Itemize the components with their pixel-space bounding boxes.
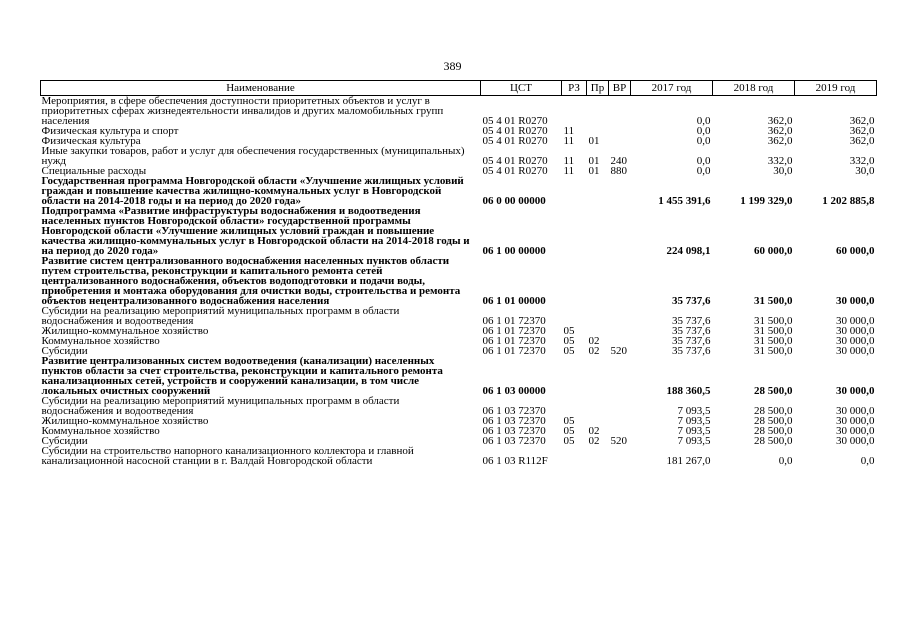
row-cst: 06 1 00 00000 <box>482 245 546 257</box>
row-value-2018: 28 500,0 <box>754 425 793 437</box>
row-cst: 06 1 03 00000 <box>482 385 546 397</box>
row-pr <box>587 256 609 306</box>
row-name: Субсидии на строительство напорного канализационного коллектора и главной канализационной насосной станции в г. Валдай Новгородской области <box>41 445 414 467</box>
row-value-2018: 0,0 <box>778 455 793 467</box>
row-vr <box>609 446 631 466</box>
row-rz <box>562 446 587 466</box>
row-value-2019: 30 000,0 <box>836 315 875 327</box>
row-name: Физическая культура <box>41 135 141 147</box>
row-value-2018: 31 500,0 <box>754 335 793 347</box>
table-row <box>41 326 877 336</box>
row-cst: 05 4 01 R0270 <box>482 115 548 127</box>
table-row <box>41 416 877 426</box>
table-header-row <box>41 81 877 96</box>
header-rz: РЗ <box>562 81 587 96</box>
table-row <box>41 96 877 127</box>
row-value-2019: 30 000,0 <box>836 415 875 427</box>
row-vr <box>609 206 631 256</box>
row-value-2019: 30 000,0 <box>836 345 875 357</box>
header-cst: ЦСТ <box>481 81 562 96</box>
row-pr <box>587 306 609 326</box>
row-rz: 05 <box>563 435 575 447</box>
table-row <box>41 356 877 396</box>
row-value-2019: 60 000,0 <box>836 245 875 257</box>
row-rz: 05 <box>563 345 575 357</box>
row-value-2018: 31 500,0 <box>754 325 793 337</box>
row-pr <box>587 96 609 127</box>
row-value-2017: 181 267,0 <box>666 455 711 467</box>
header-name: Наименование <box>41 81 481 96</box>
table-row <box>41 396 877 416</box>
row-name: Развитие систем централизованного водоснабжения населенных пунктов области путем строительства, реконструкции и капитального ремонта сетей централизованного водоснабжения, объектов водоподготовки и подачи воды, приобретения и монтажа оборудования для очистки воды, строительства и ремонта объектов нецентрализованного водоснабжения населения <box>41 255 461 307</box>
row-rz <box>562 396 587 416</box>
row-vr <box>609 136 631 146</box>
row-cst: 06 1 03 72370 <box>482 425 546 437</box>
row-cst: 06 1 01 72370 <box>482 325 546 337</box>
row-value-2019: 30 000,0 <box>836 325 875 337</box>
row-pr <box>587 356 609 396</box>
row-cst: 06 1 01 72370 <box>482 335 546 347</box>
row-value-2019: 332,0 <box>849 155 875 167</box>
row-cst: 06 1 01 72370 <box>482 315 546 327</box>
row-pr: 01 <box>588 155 600 167</box>
row-rz: 05 <box>563 335 575 347</box>
row-value-2019: 30 000,0 <box>836 405 875 417</box>
row-vr <box>609 126 631 136</box>
row-value-2017: 0,0 <box>696 155 711 167</box>
row-name: Субсидии <box>41 345 88 357</box>
row-cst: 06 1 03 R112F <box>482 455 548 467</box>
table-row <box>41 146 877 166</box>
row-name: Специальные расходы <box>41 165 147 177</box>
budget-table <box>40 80 877 466</box>
row-vr <box>609 256 631 306</box>
row-vr <box>609 416 631 426</box>
row-cst: 06 0 00 00000 <box>482 195 546 207</box>
header-2017: 2017 год <box>631 81 713 96</box>
row-value-2018: 362,0 <box>767 125 793 137</box>
row-value-2017: 188 360,5 <box>666 385 711 397</box>
row-value-2017: 7 093,5 <box>677 435 711 447</box>
row-vr: 880 <box>610 165 627 177</box>
row-rz <box>562 206 587 256</box>
row-value-2019: 0,0 <box>860 455 875 467</box>
row-vr <box>609 396 631 416</box>
table-row <box>41 126 877 136</box>
row-name: Субсидии на реализацию мероприятий муниципальных программ в области водоснабжения и водоотведения <box>41 305 400 327</box>
row-pr <box>587 396 609 416</box>
row-value-2019: 30 000,0 <box>836 295 875 307</box>
row-name: Жилищно-коммунальное хозяйство <box>41 325 209 337</box>
row-vr <box>609 356 631 396</box>
row-cst: 06 1 01 72370 <box>482 345 546 357</box>
row-name: Коммунальное хозяйство <box>41 335 160 347</box>
row-value-2017: 0,0 <box>696 165 711 177</box>
table-body <box>41 96 877 467</box>
row-pr: 02 <box>588 335 600 347</box>
row-pr: 01 <box>588 165 600 177</box>
row-value-2018: 31 500,0 <box>754 315 793 327</box>
row-vr <box>609 306 631 326</box>
table-row <box>41 206 877 256</box>
row-cst: 06 1 03 72370 <box>482 415 546 427</box>
header-pr: Пр <box>587 81 609 96</box>
row-rz <box>562 306 587 326</box>
row-value-2018: 332,0 <box>767 155 793 167</box>
row-value-2017: 7 093,5 <box>677 405 711 417</box>
row-value-2017: 0,0 <box>696 115 711 127</box>
row-value-2018: 28 500,0 <box>754 435 793 447</box>
table-row <box>41 336 877 346</box>
row-value-2017: 1 455 391,6 <box>658 195 711 207</box>
row-value-2019: 362,0 <box>849 115 875 127</box>
row-pr: 02 <box>588 435 600 447</box>
row-value-2017: 0,0 <box>696 125 711 137</box>
row-rz <box>562 256 587 306</box>
row-pr: 01 <box>588 135 600 147</box>
row-name: Субсидии <box>41 435 88 447</box>
row-pr <box>587 206 609 256</box>
row-value-2019: 30 000,0 <box>836 435 875 447</box>
row-value-2017: 35 737,6 <box>672 345 711 357</box>
row-name: Подпрограмма «Развитие инфраструктуры водоснабжения и водоотведения населенных пунктов Новгородской области» государственной программы Новгородской области «Улучшение жилищных условий граждан и повышение качества жилищно-коммунальных услуг в Новгородской области на 2014-2018 годы и на период до 2020 года» <box>41 205 470 257</box>
table-row <box>41 446 877 466</box>
row-name: Государственная программа Новгородской области «Улучшение жилищных условий граждан и повышение качества жилищно-коммунальных услуг в Новгородской области на 2014-2018 годы и на период до 2020 года» <box>41 175 464 207</box>
row-value-2018: 362,0 <box>767 135 793 147</box>
row-cst: 06 1 03 72370 <box>482 435 546 447</box>
row-value-2017: 224 098,1 <box>666 245 711 257</box>
row-value-2018: 1 199 329,0 <box>740 195 793 207</box>
row-rz <box>562 96 587 127</box>
row-pr <box>587 446 609 466</box>
row-rz: 05 <box>563 425 575 437</box>
row-cst: 05 4 01 R0270 <box>482 155 548 167</box>
row-cst: 05 4 01 R0270 <box>482 135 548 147</box>
row-value-2019: 1 202 885,8 <box>822 195 875 207</box>
row-cst: 06 1 03 72370 <box>482 405 546 417</box>
row-value-2018: 31 500,0 <box>754 295 793 307</box>
row-vr: 240 <box>610 155 627 167</box>
row-pr: 02 <box>588 345 600 357</box>
table-row <box>41 426 877 436</box>
row-value-2017: 35 737,6 <box>672 325 711 337</box>
header-2019: 2019 год <box>795 81 877 96</box>
row-value-2017: 35 737,6 <box>672 295 711 307</box>
row-rz: 11 <box>563 125 575 137</box>
row-vr <box>609 326 631 336</box>
row-name: Жилищно-коммунальное хозяйство <box>41 415 209 427</box>
row-vr: 520 <box>610 435 627 447</box>
page-number: 389 <box>443 59 462 73</box>
row-name: Физическая культура и спорт <box>41 125 179 137</box>
header-vr: ВР <box>609 81 631 96</box>
row-cst: 06 1 01 00000 <box>482 295 546 307</box>
row-rz <box>562 356 587 396</box>
row-value-2018: 31 500,0 <box>754 345 793 357</box>
row-name: Коммунальное хозяйство <box>41 425 160 437</box>
row-value-2019: 30 000,0 <box>836 385 875 397</box>
table-row <box>41 306 877 326</box>
row-pr <box>587 176 609 206</box>
row-value-2019: 362,0 <box>849 125 875 137</box>
row-vr: 520 <box>610 345 627 357</box>
row-value-2019: 30 000,0 <box>836 335 875 347</box>
row-rz <box>562 176 587 206</box>
table-row <box>41 256 877 306</box>
row-value-2018: 28 500,0 <box>754 385 793 397</box>
row-value-2017: 7 093,5 <box>677 425 711 437</box>
row-cst: 05 4 01 R0270 <box>482 165 548 177</box>
row-rz: 11 <box>563 155 575 167</box>
row-value-2018: 362,0 <box>767 115 793 127</box>
row-rz: 11 <box>563 135 575 147</box>
row-rz: 05 <box>563 325 575 337</box>
row-value-2018: 28 500,0 <box>754 405 793 417</box>
row-name: Субсидии на реализацию мероприятий муниципальных программ в области водоснабжения и водоотведения <box>41 395 400 417</box>
row-name: Развитие централизованных систем водоотведения (канализации) населенных пунктов области за счет строительства, реконструкции и капитального ремонта канализационных сетей, устройств и сооружений канализации, в том числе локальных очистных сооружений <box>41 355 443 397</box>
table-row <box>41 176 877 206</box>
row-value-2018: 30,0 <box>773 165 793 177</box>
row-vr <box>609 96 631 127</box>
row-value-2018: 60 000,0 <box>754 245 793 257</box>
row-value-2019: 30,0 <box>855 165 875 177</box>
row-value-2017: 35 737,6 <box>672 335 711 347</box>
row-value-2019: 30 000,0 <box>836 425 875 437</box>
row-rz: 11 <box>563 165 575 177</box>
row-value-2017: 0,0 <box>696 135 711 147</box>
row-value-2019: 362,0 <box>849 135 875 147</box>
row-cst: 05 4 01 R0270 <box>482 125 548 137</box>
row-name: Иные закупки товаров, работ и услуг для обеспечения государственных (муниципальных) нужд <box>41 145 465 167</box>
row-rz: 05 <box>563 415 575 427</box>
row-name: Мероприятия, в сфере обеспечения доступности приоритетных объектов и услуг в приоритетных сферах жизнедеятельности инвалидов и других маломобильных групп населения <box>41 95 444 127</box>
row-vr <box>609 176 631 206</box>
row-value-2018: 28 500,0 <box>754 415 793 427</box>
header-2018: 2018 год <box>713 81 795 96</box>
row-value-2017: 7 093,5 <box>677 415 711 427</box>
row-pr: 02 <box>588 425 600 437</box>
row-value-2017: 35 737,6 <box>672 315 711 327</box>
